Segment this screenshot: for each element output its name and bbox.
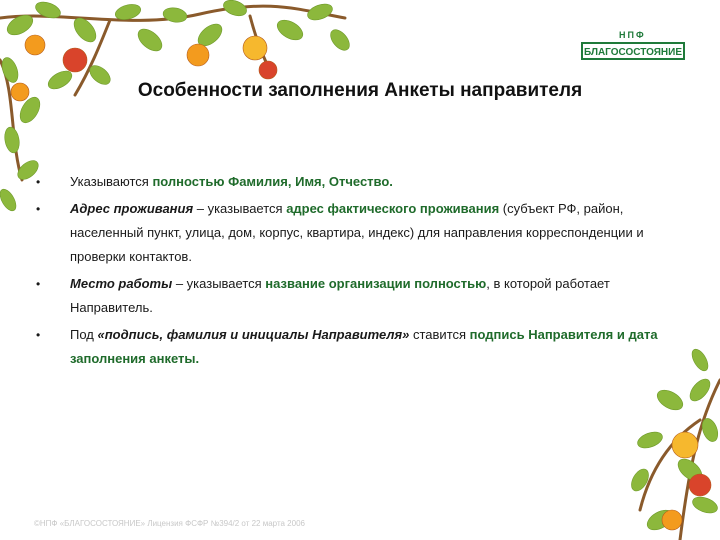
item-highlight: подпись Направителя и дата заполнения анкеты.: [70, 327, 658, 366]
item-text: (субъект РФ, район, населенный пункт, улица, дом, корпус, квартира, индекс) для направления корреспонденции и проверки контактов.: [70, 201, 644, 264]
bullet-marker: •: [36, 175, 41, 189]
company-logo: [581, 30, 687, 74]
item-text: – указывается: [172, 276, 266, 291]
logo-npf-label: НПФ: [619, 30, 646, 40]
item-text: Указываются: [70, 174, 153, 189]
logo-name: БЛАГОСОСТОЯНИЕ: [581, 42, 685, 60]
item-term: Адрес проживания: [70, 201, 194, 216]
page-title: Особенности заполнения Анкеты направителя: [137, 80, 583, 101]
list-item: [36, 323, 676, 371]
item-text: Под: [70, 327, 98, 342]
footer-copyright: ©НПФ «БЛАГОСОСТОЯНИЕ» Лицензия ФСФР №394/2 от 22 марта 2006: [34, 519, 305, 528]
list-item: [36, 272, 676, 320]
bullet-marker: •: [36, 277, 41, 291]
item-text: , в которой работает Направитель.: [70, 276, 610, 315]
item-highlight: адрес фактического проживания: [286, 201, 500, 216]
item-text: – указывается: [193, 201, 287, 216]
list-item: [36, 197, 676, 269]
item-term: «подпись, фамилия и инициалы Направителя»: [97, 327, 410, 342]
item-text: ставится: [409, 327, 470, 342]
list-item: [36, 170, 676, 194]
item-highlight: полностью Фамилия, Имя, Отчество.: [152, 174, 393, 189]
item-highlight: название организации полностью: [265, 276, 487, 291]
bullet-marker: •: [36, 328, 41, 342]
item-term: Место работы: [70, 276, 173, 291]
bullet-marker: •: [36, 202, 41, 216]
bullet-list: [36, 170, 676, 374]
